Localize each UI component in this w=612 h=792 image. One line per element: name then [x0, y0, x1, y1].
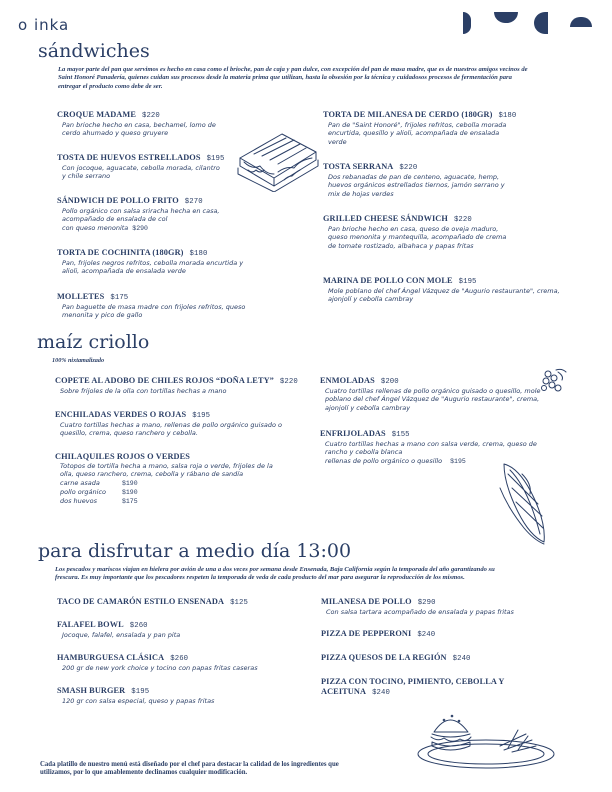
maiz-note: 100% nixtamalizado — [52, 357, 105, 364]
item-name: ENCHILADAS VERDES O ROJAS $195 — [55, 410, 211, 420]
sandwiches-intro: La mayor parte del pan que servimos es hecho en casa como el brioche, pan de caja y pan dulce, con excepción del pan de masa madre, que es de nuestros amigos vecinos de Saint Honoré Panadería, quienes cuidan sus procesos desde la materia prima que utilizan, hasta la obsesión por la técnica y cuidadosos procesos de fermentación para entregar el producto como debe de ser. — [58, 66, 528, 90]
sandwich-illustration-icon — [234, 126, 320, 192]
menu-item — [57, 292, 297, 320]
menu-item — [321, 677, 531, 698]
item-name: TOSTA DE HUEVOS ESTRELLADOS $195 — [57, 153, 225, 163]
menu-item — [57, 196, 297, 233]
item-price: $240 — [417, 631, 436, 639]
item-option: pollo orgánico $190 — [60, 487, 138, 496]
item-price: $180 — [189, 250, 208, 258]
item-extra: rellenas de pollo orgánico o quesillo $195 — [325, 456, 466, 465]
brand-logo: o inka — [18, 16, 70, 34]
item-price: $260 — [129, 622, 148, 630]
item-price: $260 — [170, 655, 189, 663]
item-name: PIZZA QUESOS DE LA REGIÓN $240 — [321, 653, 471, 663]
header-decoration-2 — [494, 12, 518, 23]
item-price: $155 — [391, 431, 410, 439]
item-description: Jocoque, falafel, ensalada y pan pita — [62, 631, 181, 639]
menu-item — [323, 214, 583, 250]
menu-item — [321, 629, 591, 640]
menu-item — [57, 248, 297, 276]
item-price: $175 — [110, 294, 129, 302]
item-description: Totopos de tortilla hecha a mano, salsa roja o verde, frijoles de la olla, queso ranchero, crema, cebolla y rábano de sandía — [60, 462, 273, 479]
item-description: 200 gr de new york choice y tocino con papas fritas caseras — [62, 664, 258, 672]
item-name: HAMBURGUESA CLÁSICA $260 — [57, 653, 189, 663]
item-price: $180 — [498, 112, 517, 120]
item-description: Pan, frijoles negros refritos, cebolla morada encurtida y alioli, acompañada de ensalada verde — [62, 259, 244, 276]
item-price: $290 — [417, 599, 436, 607]
item-description: Pan brioche hecho en casa, queso de oveja maduro, queso menonita y mantequilla, acompañado de crema de tomate rostizado, albahaca y papas fritas — [328, 225, 507, 250]
item-name: PIZZA CON TOCINO, PIMIENTO, CEBOLLA Y ACEITUNA $240 — [321, 677, 505, 697]
menu-item — [323, 162, 583, 198]
menu-item — [55, 376, 315, 395]
item-price: $195 — [206, 155, 225, 163]
item-name: COPETE AL ADOBO DE CHILES ROJOS “DOÑA LETY” $220 — [55, 376, 298, 386]
item-name: PIZZA DE PEPPERONI $240 — [321, 629, 436, 639]
item-description: Cuatro tortillas hechas a mano con salsa verde, crema, queso de rancho y cebolla blanca — [325, 440, 537, 457]
item-name: CHILAQUILES ROJOS O VERDES — [55, 452, 191, 461]
item-description: Pollo orgánico con salsa sriracha hecha en casa, acompañado de ensalada de col — [62, 207, 220, 224]
item-price: $240 — [372, 689, 390, 697]
beans-illustration-icon — [536, 366, 570, 396]
item-description: Sobre frijoles de la olla con tortillas hechas a mano — [60, 387, 227, 395]
item-option: dos huevos $175 — [60, 497, 138, 506]
item-price: $195 — [458, 278, 477, 286]
item-description: Mole poblano del chef Ángel Vázquez de "Augurio restaurante", crema, ajonjolí y cebolla cambray — [328, 287, 560, 304]
menu-item — [55, 410, 315, 438]
item-price: $195 — [192, 412, 211, 420]
item-name: SÁNDWICH DE POLLO FRITO $270 — [57, 196, 203, 206]
mediodia-intro: Los pescados y mariscos viajan en hielera por avión de una a dos veces por semana desde Ensenada, Baja California según la temporada del año garantizando su frescura. Es muy importante que los pescadores respeten la temporada de veda de cada producto del mar para asegurar la reproducción de los mismos. — [55, 566, 495, 582]
item-name: TOSTA SERRANA $220 — [323, 162, 418, 172]
menu-item — [323, 110, 583, 146]
item-name: TORTA DE MILANESA DE CERDO (180GR) $180 — [323, 110, 517, 120]
item-price: $220 — [141, 112, 160, 120]
item-description: Pan brioche hecho en casa, bechamel, lomo de cerdo ahumado y queso gruyere — [62, 121, 216, 138]
burger-plate-illustration-icon — [414, 706, 564, 772]
item-name: ENMOLADAS $200 — [320, 376, 399, 386]
section-title-mediodia: para disfrutar a medio día 13:00 — [38, 540, 352, 562]
item-description: Cuatro tortillas rellenas de pollo orgánico guisado o quesillo, mole poblano del chef Ángel Vázquez de "Augurio restaurante", crema, ajonjolí y cebolla cambray — [325, 387, 541, 412]
item-price: $220 — [279, 378, 298, 386]
menu-item — [57, 597, 307, 608]
item-description: Pan de "Saint Honoré", frijoles refritos, cebolla morada encurtida, quesillo y alioli, acompañada de ensalada verde — [328, 121, 507, 146]
item-description: Dos rebanadas de pan de centeno, aguacate, hemp, huevos orgánicos estrellados tiernos, jamón serrano y mix de hojas verdes — [328, 173, 505, 198]
menu-item — [57, 653, 307, 672]
item-description: Cuatro tortillas hechas a mano, rellenas de pollo orgánico guisado o quesillo, crema, queso ranchero y cebolla. — [60, 421, 282, 438]
footer-note: Cada platillo de nuestro menú está diseñado por el chef para destacar la calidad de los ingredientes que utilizamos, por lo que amablemente declinamos cualquier modificación. — [40, 761, 339, 777]
menu-item — [55, 452, 315, 506]
item-name: GRILLED CHEESE SÁNDWICH $220 — [323, 214, 472, 224]
item-name: SMASH BURGER $195 — [57, 686, 150, 696]
item-extra: con queso menonita $290 — [62, 223, 148, 232]
header-decoration-1 — [463, 12, 471, 34]
item-price: $200 — [380, 378, 399, 386]
menu-item — [323, 276, 583, 304]
item-name: TACO DE CAMARÓN ESTILO ENSENADA $125 — [57, 597, 248, 607]
item-name: MARINA DE POLLO CON MOLE $195 — [323, 276, 477, 286]
menu-item — [321, 597, 591, 616]
header-decoration-3 — [534, 12, 548, 34]
item-price: $125 — [230, 599, 248, 607]
menu-item — [321, 653, 591, 664]
item-name: CROQUE MADAME $220 — [57, 110, 160, 120]
item-price: $240 — [452, 655, 471, 663]
section-title-maiz: maíz criollo — [37, 331, 150, 353]
item-price: $220 — [399, 164, 418, 172]
item-description: Pan baguette de masa madre con frijoles refritos, queso menonita y pico de gallo — [62, 303, 246, 320]
item-description: 120 gr con salsa especial, queso y papas fritas — [62, 697, 215, 705]
item-description: Con salsa tartara acompañado de ensalada y papas fritas — [326, 608, 514, 616]
item-price: $270 — [184, 198, 203, 206]
corn-illustration-icon — [494, 458, 554, 548]
item-name: ENFRIJOLADAS $155 — [320, 429, 410, 439]
item-name: TORTA DE COCHINITA (180GR) $180 — [57, 248, 208, 258]
menu-item — [57, 686, 307, 705]
item-name: MILANESA DE POLLO $290 — [321, 597, 436, 607]
section-title-sandwiches: sándwiches — [38, 40, 150, 62]
item-price: $220 — [453, 216, 472, 224]
item-option: carne asada $190 — [60, 478, 138, 487]
item-price: $195 — [131, 688, 150, 696]
header-decoration-4 — [570, 17, 592, 27]
menu-item — [320, 376, 545, 412]
item-description: Con jocoque, aguacate, cebolla morada, cilantro y chile serrano — [62, 164, 220, 181]
item-name: MOLLETES $175 — [57, 292, 129, 302]
menu-item — [57, 620, 307, 639]
item-name: FALAFEL BOWL $260 — [57, 620, 148, 630]
